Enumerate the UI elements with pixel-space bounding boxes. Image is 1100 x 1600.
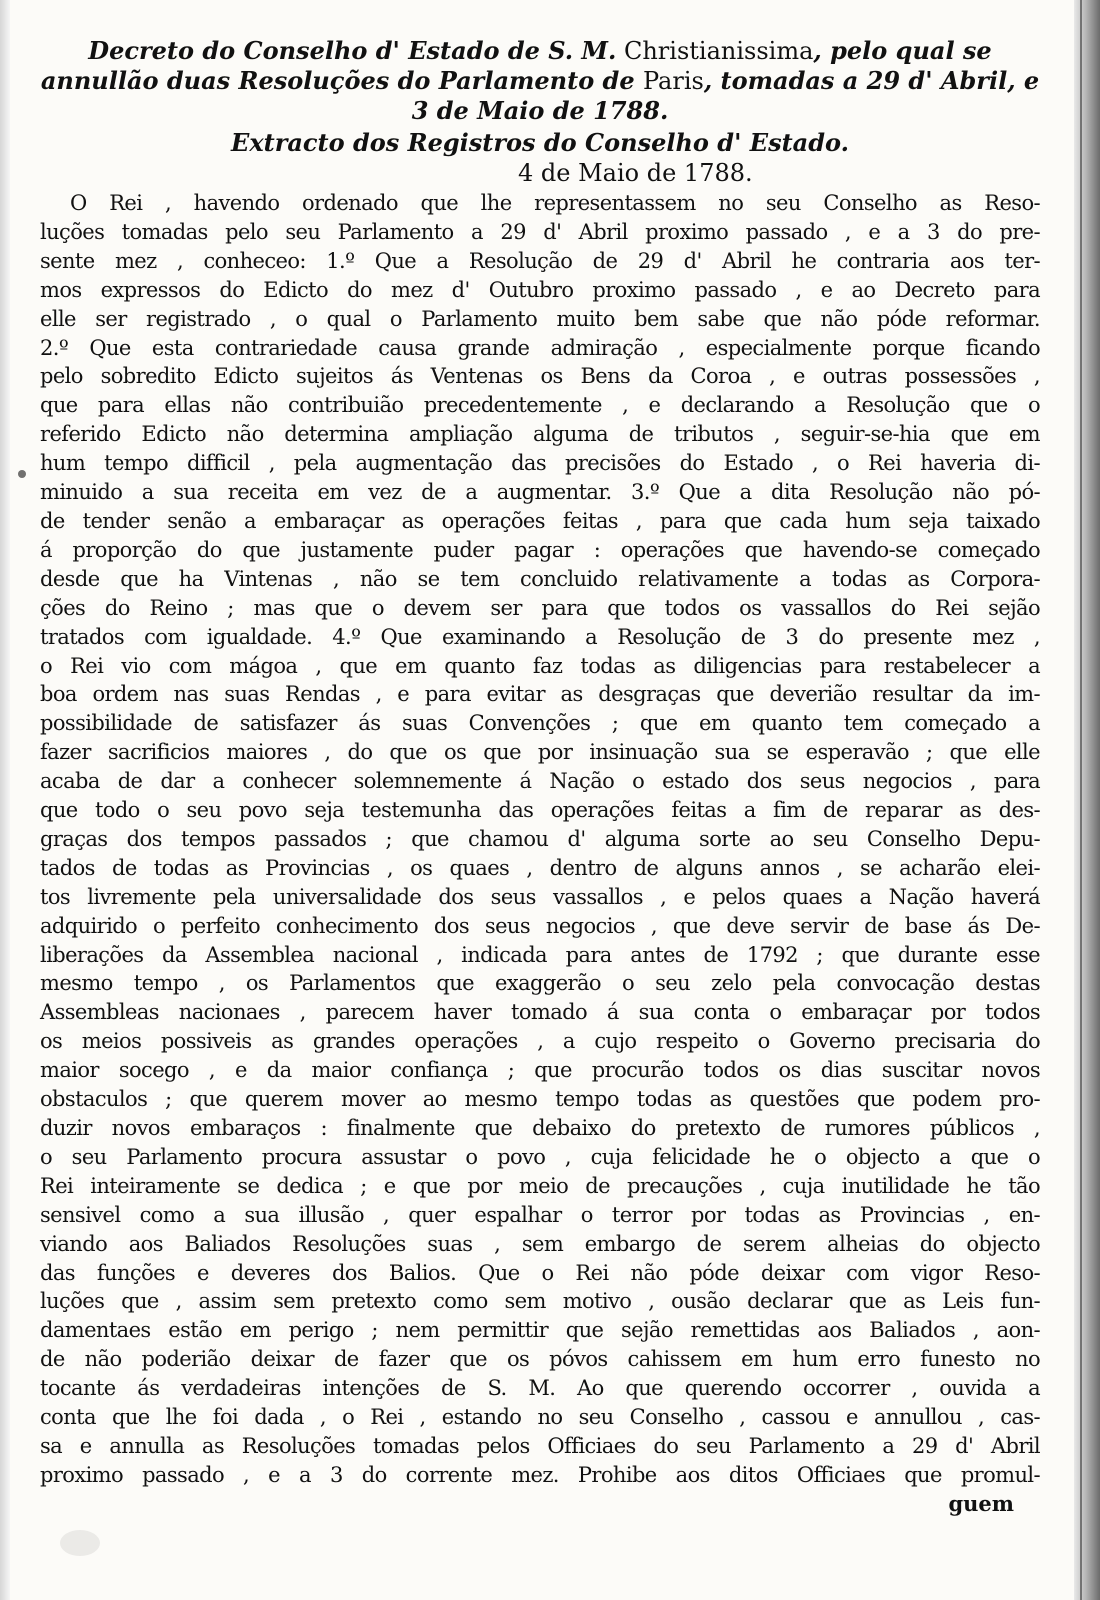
body-line: mesmo tempo , os Parlamentos que exaggerão o seu zelo pela convocação destas — [40, 971, 1040, 996]
body-line: de não poderião deixar de fazer que os póvos cahissem em hum erro funesto no — [40, 1347, 1040, 1372]
body-line: os meios possiveis as grandes operações , a cujo respeito o Governo precisaria do — [40, 1029, 1040, 1054]
body-line: viando aos Baliados Resoluções suas , sem embargo de serem alheias do objecto — [40, 1231, 1040, 1256]
body-line: o Rei vio com mágoa , que em quanto faz todas as diligencias para restabelecer a — [40, 653, 1040, 678]
body-line: que para ellas não contribuião precedentemente , e declarando a Resolução que o — [40, 393, 1040, 418]
body-line: hum tempo difficil , pela augmentação das precisões do Estado , o Rei haveria di- — [40, 451, 1040, 476]
page-binding-edge — [1074, 0, 1100, 1600]
body-line: acaba de dar a conhecer solemnemente á Nação o estado dos seus negocios , para — [40, 769, 1040, 794]
body-line: minuido a sua receita em vez de a augmentar. 3.º Que a dita Resolução não pó- — [40, 480, 1040, 505]
body-line: adquirido o perfeito conhecimento dos seus negocios , que deve servir de base ás De- — [40, 913, 1040, 938]
dateline: 4 de Maio de 1788. — [518, 159, 753, 187]
body-line: boa ordem nas suas Rendas , e para evitar as desgraças que deverião resultar da im- — [40, 682, 1040, 707]
body-line: fazer sacrificios maiores , do que os que por insinuação sua se esperavão ; que elle — [40, 740, 1040, 765]
body-line: desde que ha Vintenas , não se tem concluido relativamente a todas as Corpora- — [40, 566, 1040, 591]
body-line: o seu Parlamento procura assustar o povo , cuja felicidade he o objecto a que o — [40, 1144, 1040, 1169]
body-line: pelo sobredito Edicto sujeitos ás Ventenas os Bens da Coroa , e outras possessões , — [40, 364, 1040, 389]
title-part-3: , tomadas a 29 d' Abril, e 3 de Maio de 1788. — [411, 66, 1040, 125]
text-column — [40, 36, 1040, 1519]
body-line: tos livremente pela universalidade dos seus vassallos , e pelos quaes a Nação haverá — [40, 884, 1040, 909]
body-line: tocante ás verdadeiras intenções de S. M. Ao que querendo occorrer , ouvida a — [40, 1376, 1040, 1401]
body-line: sa e annulla as Resoluções tomadas pelos Officiaes do seu Parlamento a 29 d' Abril — [40, 1433, 1040, 1458]
body-line: de tender senão a embaraçar as operações feitas , para que cada hum seja taixado — [40, 508, 1040, 533]
title-part-2: , pelo qual se annullão duas Resoluções do Parlamento de — [40, 36, 992, 95]
body-line: tados de todas as Provincias , os quaes , dentro de alguns annos , se acharão elei- — [40, 855, 1040, 880]
body-line: luções que , assim sem pretexto como sem motivo , ousão declarar que as Leis fun- — [40, 1289, 1040, 1314]
body-line: das funções e deveres dos Balios. Que o Rei não póde deixar com vigor Reso- — [40, 1260, 1040, 1285]
body-line: Assembleas nacionaes , parecem haver tomado á sua conta o embaraçar por todos — [40, 1000, 1040, 1025]
catchword: guem — [948, 1490, 1014, 1516]
body-line: á proporção do que justamente puder pagar : operações que havendo-se começado — [40, 537, 1040, 562]
body-line: maior socego , e da maior confiança ; que procurão todos os dias suscitar novos — [40, 1058, 1040, 1083]
body-line: referido Edicto não determina ampliação alguma de tributos , seguir-se-hia que em — [40, 422, 1040, 447]
body-line: elle ser registrado , o qual o Parlamento muito bem sabe que não póde reformar. — [40, 306, 1040, 331]
body-line: Rei inteiramente se dedica ; e que por meio de precauções , cuja inutilidade he tão — [40, 1173, 1040, 1198]
body-line: O Rei , havendo ordenado que lhe representassem no seu Conselho as Reso- — [70, 191, 1040, 215]
body-line: sensivel como a sua illusão , quer espalhar o terror por todas as Provincias , en- — [40, 1202, 1040, 1227]
body-line: tratados com igualdade. 4.º Que examinando a Resolução de 3 do presente mez , — [40, 624, 1040, 649]
body-line: damentaes estão em perigo ; nem permittir que sejão remettidas aos Baliados , aon- — [40, 1318, 1040, 1343]
title-part-1: Decreto do Conselho d' Estado de S. M. — [88, 36, 617, 65]
body-line: luções tomadas pelo seu Parlamento a 29 d' Abril proximo passado , e a 3 do pre- — [40, 219, 1040, 244]
body-line: sente mez , conheceo: 1.º Que a Resolução de 29 d' Abril he contraria aos ter- — [40, 248, 1040, 273]
decree-title — [40, 36, 1040, 126]
body-line: 2.º Que esta contrariedade causa grande admiração , especialmente porque ficando — [40, 335, 1040, 360]
page-left-margin — [0, 0, 10, 1600]
extract-subtitle: Extracto dos Registros do Conselho d' Estado. — [231, 128, 849, 157]
title-upright: Christianissima — [616, 37, 814, 65]
body-line: que todo o seu povo seja testemunha das operações feitas a fim de reparar as des- — [40, 798, 1040, 823]
title-paris: Paris — [642, 67, 704, 95]
ink-smudge — [60, 1530, 100, 1556]
body-line: proximo passado , e a 3 do corrente mez. Prohibe aos ditos Officiaes que promul- — [40, 1462, 1040, 1487]
decree-body — [40, 189, 1040, 1490]
body-line: mos expressos do Edicto do mez d' Outubro proximo passado , e ao Decreto para — [40, 277, 1040, 302]
body-line: possibilidade de satisfazer ás suas Convenções ; que em quanto tem começado a — [40, 711, 1040, 736]
body-line: liberações da Assemblea nacional , indicada para antes de 1792 ; que durante esse — [40, 942, 1040, 967]
body-line: graças dos tempos passados ; que chamou d' alguma sorte ao seu Conselho Depu- — [40, 826, 1040, 851]
body-line: ções do Reino ; mas que o devem ser para que todos os vassallos do Rei sejão — [40, 595, 1040, 620]
body-line: duzir novos embaraços : finalmente que debaixo do pretexto de rumores públicos , — [40, 1116, 1040, 1140]
body-line: conta que lhe foi dada , o Rei , estando no seu Conselho , cassou e annullou , cas- — [40, 1405, 1040, 1430]
ink-smudge — [18, 470, 26, 478]
body-line: obstaculos ; que querem mover ao mesmo tempo todas as questões que podem pro- — [40, 1087, 1040, 1112]
